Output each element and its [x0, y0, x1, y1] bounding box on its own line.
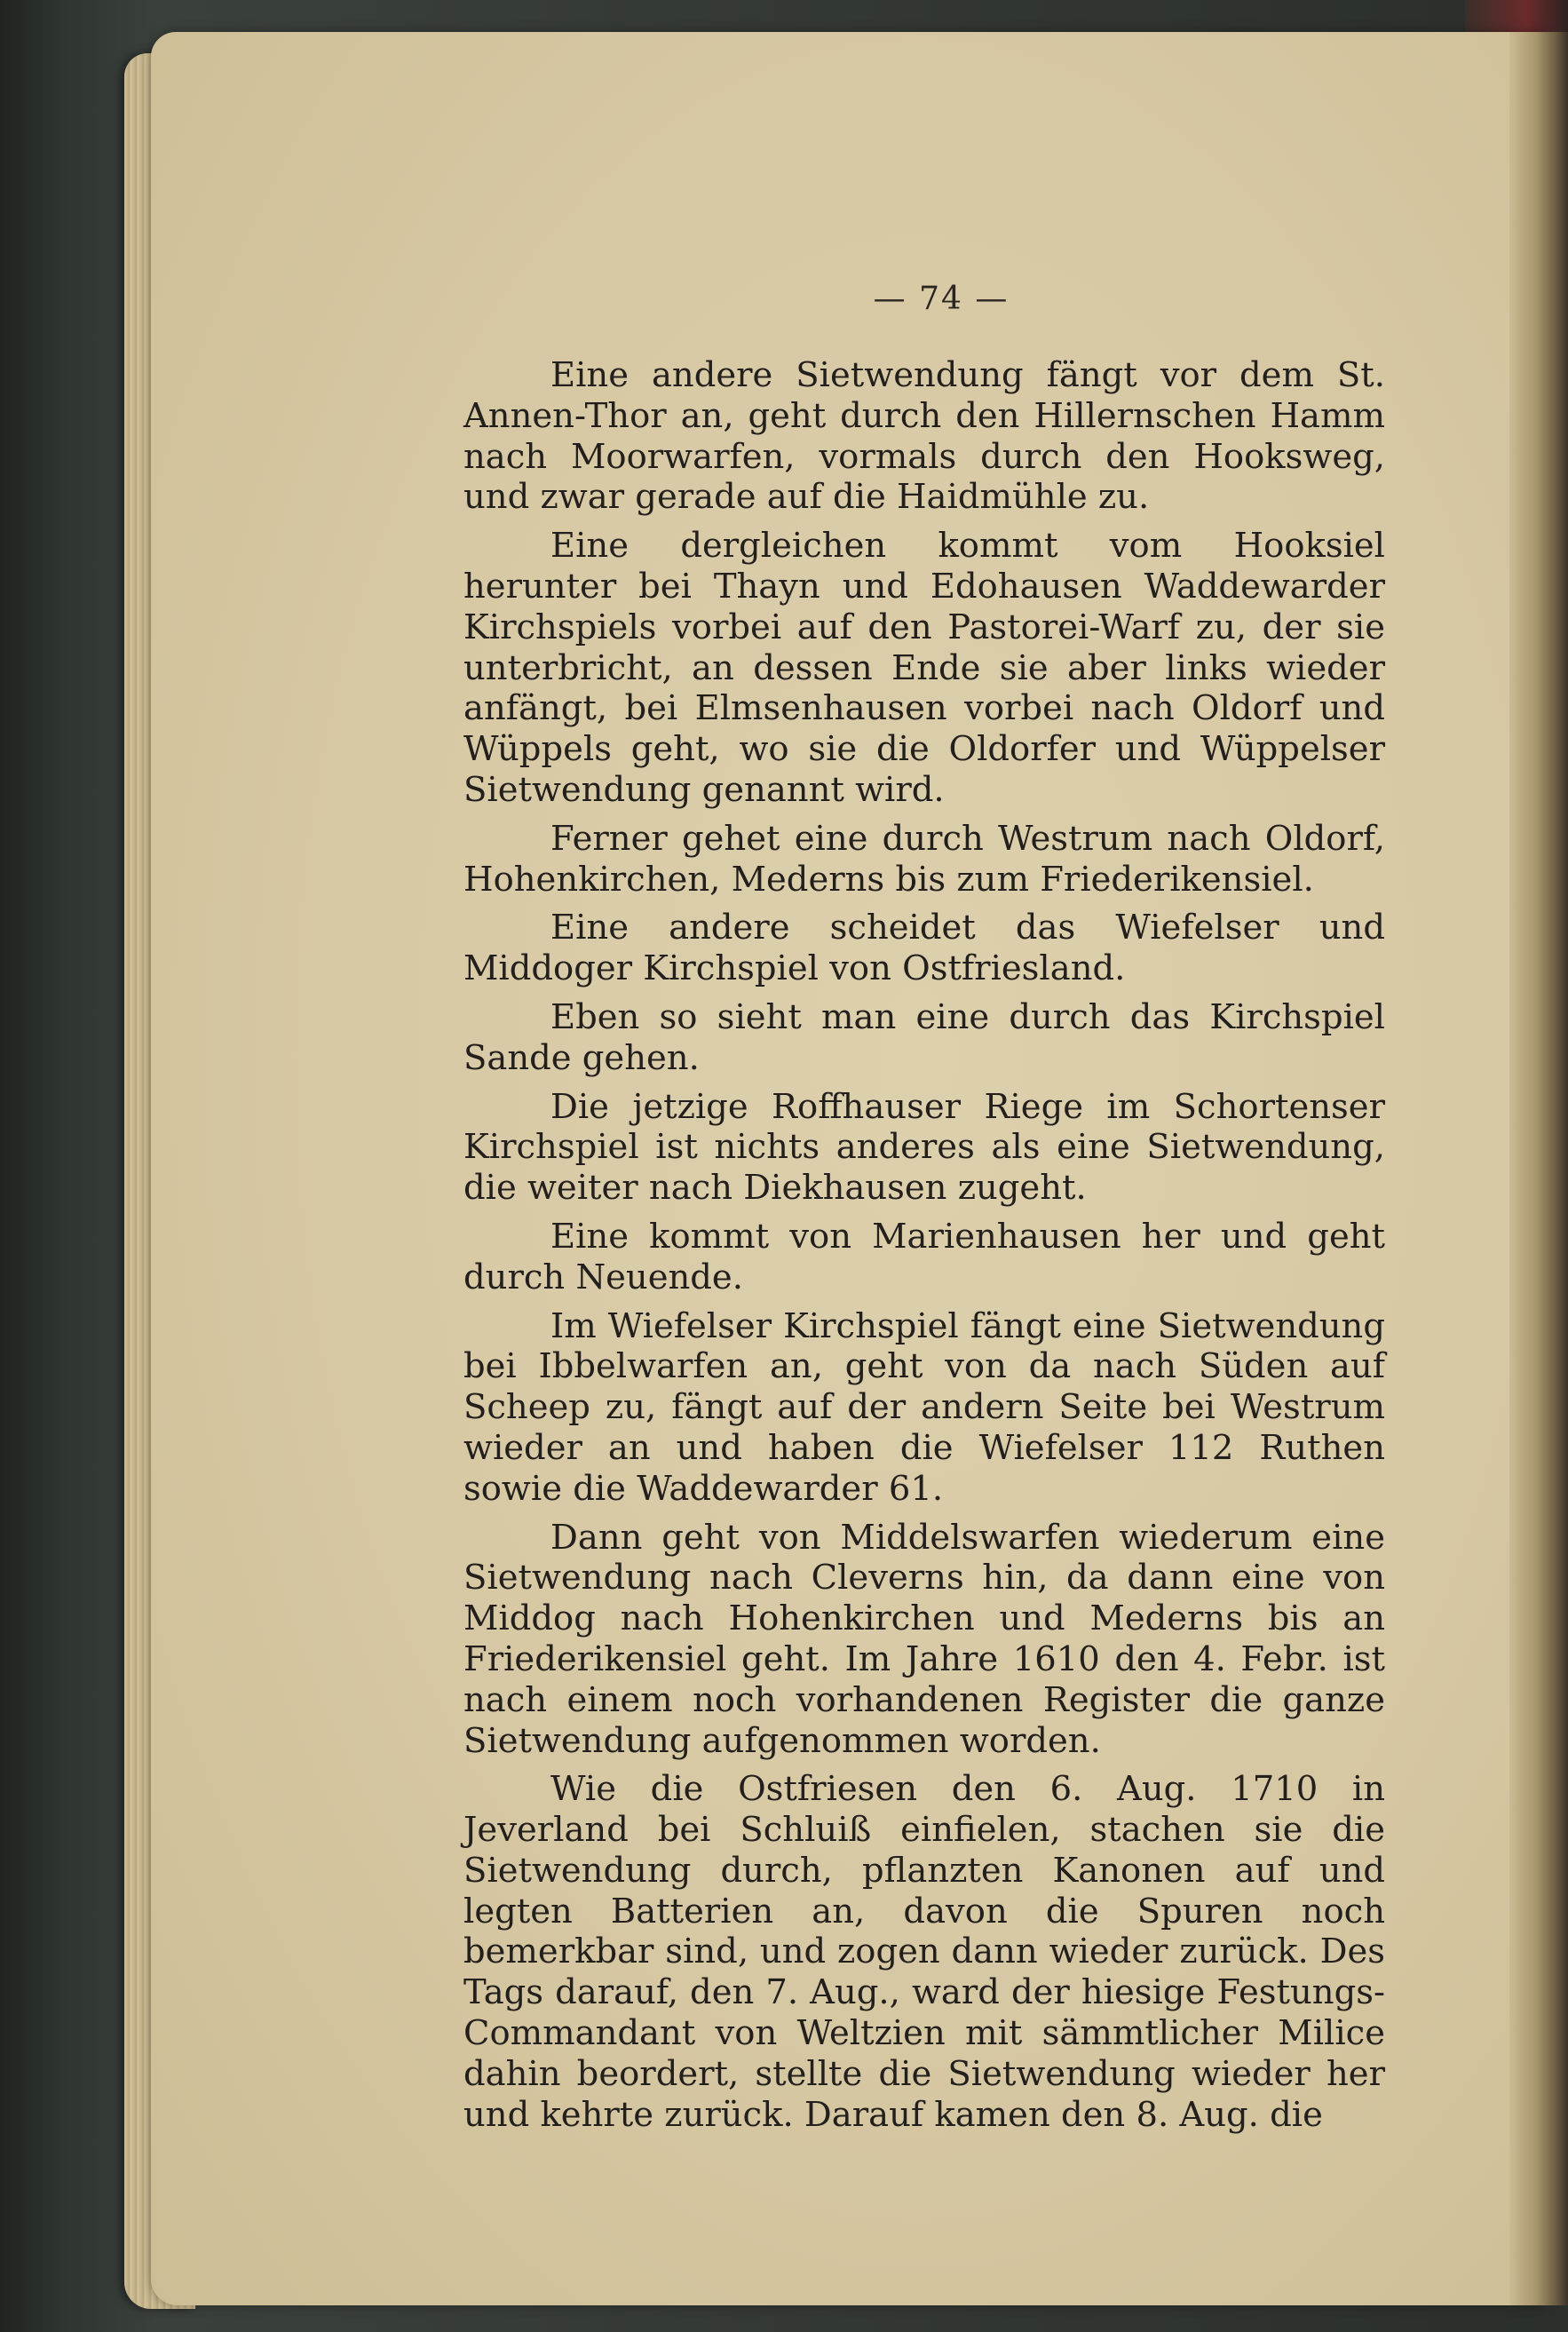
book-spine — [1465, 0, 1568, 36]
paragraph: Eine andere scheidet das Wiefelser und Middoger Kirchspiel von Ostfriesland. — [463, 908, 1385, 989]
paragraph: Eine andere Sietwendung fängt vor dem St. Annen-Thor an, geht durch den Hillernschen Hamm nach Moorwarfen, vormals durch den Hooksweg, und zwar gerade auf die Haidmühle zu. — [463, 355, 1385, 518]
paragraph: Ferner gehet eine durch Westrum nach Oldorf, Hohenkirchen, Mederns bis zum Friederikensiel. — [463, 818, 1385, 900]
page-gutter — [1509, 32, 1568, 2305]
paragraph: Wie die Ostfriesen den 6. Aug. 1710 in Jeverland bei Schluiß einfielen, stachen sie die Sietwendung durch, pflanzten Kanonen auf und legten Batterien an, davon die Spuren noch bemerkbar sind, und zogen dann wieder zurück. Des Tags darauf, den 7. Aug., ward der hiesige Festungs-Commandant von Weltzien mit sämmtlicher Milice dahin beordert, stellte die Sietwendung wieder her und kehrte zurück. Darauf kamen den 8. Aug. die — [463, 1769, 1385, 2135]
page-number: — 74 — — [873, 281, 1010, 317]
paragraph: Eben so sieht man eine durch das Kirchspiel Sande gehen. — [463, 996, 1385, 1078]
paragraph: Eine dergleichen kommt vom Hooksiel herunter bei Thayn und Edohausen Waddewarder Kirchspiels vorbei auf den Pastorei-Warf zu, der sie unterbricht, an dessen Ende sie aber links wieder anfängt, bei Elmsenhausen vorbei nach Oldorf und Wüppels geht, wo sie die Oldorfer und Wüppelser Sietwendung genannt wird. — [463, 526, 1385, 810]
paragraph: Dann geht von Middelswarfen wiederum eine Sietwendung nach Cleverns hin, da dann eine von Middog nach Hohenkirchen und Mederns bis an Friederikensiel geht. Im Jahre 1610 den 4. Febr. ist nach einem noch vorhandenen Register die ganze Sietwendung aufgenommen worden. — [463, 1517, 1385, 1761]
paragraph: Die jetzige Roffhauser Riege im Schortenser Kirchspiel ist nichts anderes als eine Sietwendung, die weiter nach Diekhausen zugeht. — [463, 1086, 1385, 1209]
body-text — [463, 355, 1385, 2135]
paragraph: Im Wiefelser Kirchspiel fängt eine Sietwendung bei Ibbelwarfen an, geht von da nach Süden auf Scheep zu, fängt auf der andern Seite bei Westrum wieder an und haben die Wiefelser 112 Ruthen sowie die Waddewarder 61. — [463, 1305, 1385, 1509]
paragraph: Eine kommt von Marienhausen her und geht durch Neuende. — [463, 1216, 1385, 1297]
